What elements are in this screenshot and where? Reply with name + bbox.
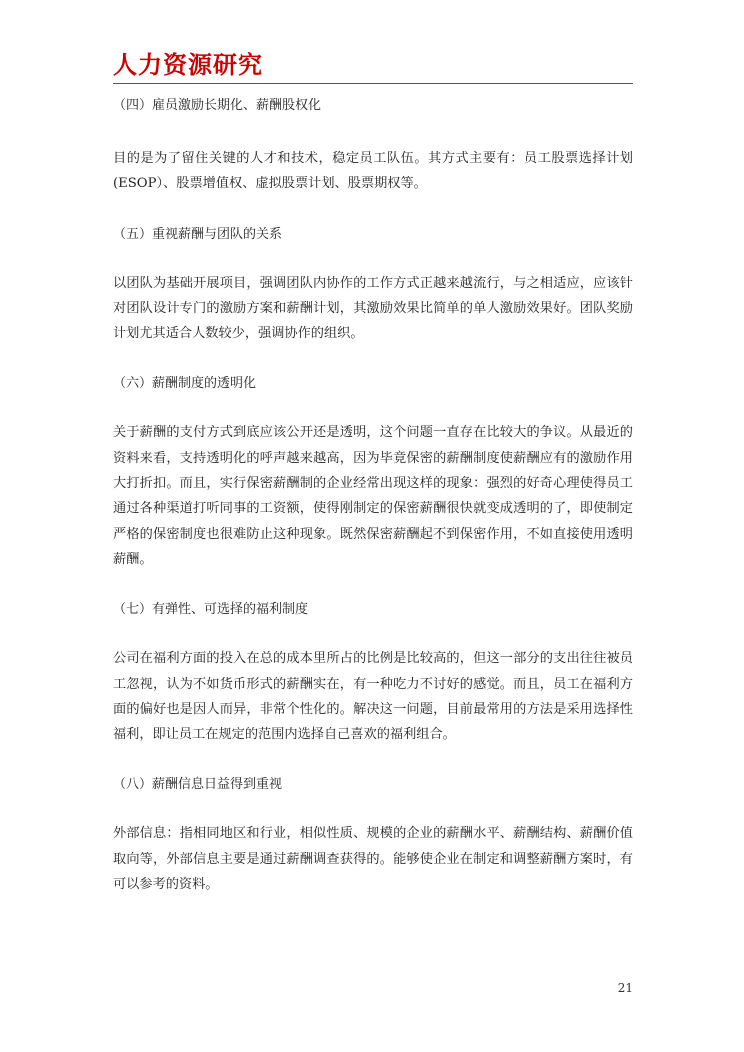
section-heading-4: （四）雇员激励长期化、薪酬股权化 <box>113 98 322 113</box>
section-body-7: 公司在福利方面的投入在总的成本里所占的比例是比较高的，但这一部分的支出往往被员工忽视，认为不如货币形式的薪酬实在，有一种吃力不讨好的感觉。而且，员工在福利方面的偏好也是因人而异，非常个性化的。解决这一问题，目前最常用的方法是采用选择性福利，即让员工在规定的范围内选择自己喜欢的福利组合。 <box>113 651 633 743</box>
section-heading-5: （五）重视薪酬与团队的关系 <box>113 226 283 242</box>
section-body-8: 外部信息：指相同地区和行业，相似性质、规模的企业的薪酬水平、薪酬结构、薪酬价值取向等，外部信息主要是通过薪酬调查获得的。能够使企业在制定和调整薪酬方案时，有可以参考的资料。 <box>113 826 633 893</box>
section-heading-8: （八）薪酬信息日益得到重视 <box>113 777 283 793</box>
page-header-title: 人力资源研究 <box>113 51 263 79</box>
page-number: 21 <box>617 981 633 995</box>
section-body-6: 关于薪酬的支付方式到底应该公开还是透明，这个问题一直存在比较大的争议。从最近的资料来看，支持透明化的呼声越来越高，因为毕竟保密的薪酬制度使薪酬应有的激励作用大打折扣。而且，实行保密薪酬制的企业经常出现这样的现象：强烈的好奇心理使得员工通过各种渠道打听同事的工资额，使得刚制定的保密薪酬很快就变成透明的了，即使制定严格的保密制度也很难防止这种现象。既然保密薪酬起不到保密作用，不如直接使用透明薪酬。 <box>113 425 633 567</box>
section-heading-6: （六）薪酬制度的透明化 <box>113 376 257 392</box>
section-heading-7: （七）有弹性、可选择的福利制度 <box>113 602 309 618</box>
header-divider <box>113 83 633 84</box>
document-body <box>113 96 633 897</box>
section-body-4: 目的是为了留住关键的人才和技术，稳定员工队伍。其方式主要有：员工股票选择计划(ESOP）、股票增值权、虚拟股票计划、股票期权等。 <box>113 151 633 192</box>
section-body-5: 以团队为基础开展项目，强调团队内协作的工作方式正越来越流行，与之相适应，应该针对团队设计专门的激励方案和薪酬计划，其激励效果比简单的单人激励效果好。团队奖励计划尤其适合人数较少，强调协作的组织。 <box>113 275 633 342</box>
